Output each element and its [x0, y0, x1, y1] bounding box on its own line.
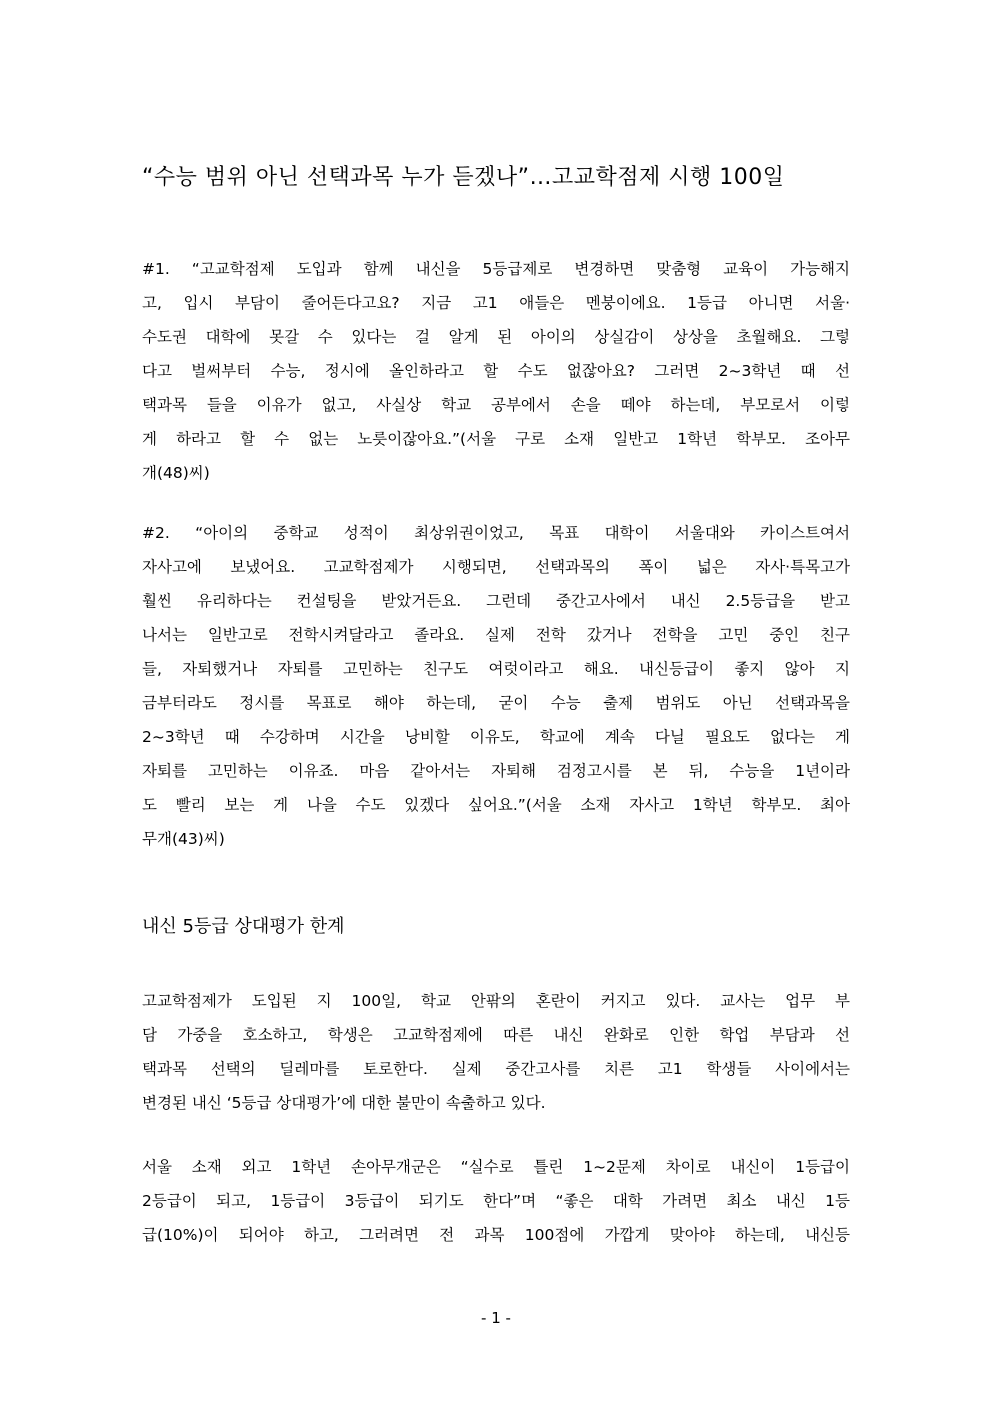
paragraph-case-2 — [142, 516, 850, 856]
text-line: 자퇴를 고민하는 이유죠. 마음 같아서는 자퇴해 검정고시를 본 뒤, 수능을 1년이라 — [142, 762, 850, 780]
paragraph-section-intro — [142, 984, 850, 1120]
text-line: 무개(43)씨) — [142, 830, 225, 848]
text-line: 변경된 내신 ‘5등급 상대평가’에 대한 불만이 속출하고 있다. — [142, 1094, 546, 1112]
text-line: 다고 벌써부터 수능, 정시에 올인하라고 할 수도 없잖아요? 그러면 2~3학년 때 선 — [142, 362, 850, 380]
text-line: 훨씬 유리하다는 컨설팅을 받았거든요. 그런데 중간고사에서 내신 2.5등급을 받고 — [142, 592, 850, 610]
text-line: 급(10%)이 되어야 하고, 그러려면 전 과목 100점에 가깝게 맞아야 하는데, 내신등 — [142, 1226, 850, 1244]
text-line: 고, 입시 부담이 줄어든다고요? 지금 고1 애들은 멘붕이에요. 1등급 아니면 서울· — [142, 294, 850, 312]
text-line: #1. “고교학점제 도입과 함께 내신을 5등급제로 변경하면 맞춤형 교육이 가능해지 — [142, 260, 850, 278]
text-line: 2~3학년 때 수강하며 시간을 낭비할 이유도, 학교에 계속 다닐 필요도 없다는 게 — [142, 728, 850, 746]
text-line: 수도권 대학에 못갈 수 있다는 걸 알게 된 아이의 상실감이 상상을 초월해요. 그렇 — [142, 328, 850, 346]
text-line: 고교학점제가 도입된 지 100일, 학교 안팎의 혼란이 커지고 있다. 교사는 업무 부 — [142, 992, 850, 1010]
text-line: 금부터라도 정시를 목표로 해야 하는데, 굳이 수능 출제 범위도 아닌 선택과목을 — [142, 694, 850, 712]
text-line: 택과목 들을 이유가 없고, 사실상 학교 공부에서 손을 떼야 하는데, 부모로서 이렇 — [142, 396, 850, 414]
text-line: #2. “아이의 중학교 성적이 최상위권이었고, 목표 대학이 서울대와 카이스트여서 — [142, 524, 850, 542]
text-line: 들, 자퇴했거나 자퇴를 고민하는 친구도 여럿이라고 해요. 내신등급이 좋지 않아 지 — [142, 660, 850, 678]
article-title: “수능 범위 아닌 선택과목 누가 듣겠나”…고교학점제 시행 100일 — [142, 165, 785, 190]
text-line: 나서는 일반고로 전학시켜달라고 졸라요. 실제 전학 갔거나 전학을 고민 중인 친구 — [142, 626, 850, 644]
section-heading: 내신 5등급 상대평가 한계 — [142, 916, 345, 937]
paragraph-student-quote — [142, 1150, 850, 1252]
text-line: 개(48)씨) — [142, 464, 210, 482]
text-line: 서울 소재 외고 1학년 손아무개군은 “실수로 틀린 1~2문제 차이로 내신이 1등급이 — [142, 1158, 850, 1176]
text-line: 자사고에 보냈어요. 고교학점제가 시행되면, 선택과목의 폭이 넓은 자사·특목고가 — [142, 558, 850, 576]
text-line: 도 빨리 보는 게 나을 수도 있겠다 싶어요.”(서울 소재 자사고 1학년 학부모. 최아 — [142, 796, 850, 814]
text-line: 2등급이 되고, 1등급이 3등급이 되기도 한다”며 “좋은 대학 가려면 최소 내신 1등 — [142, 1192, 850, 1210]
text-line: 택과목 선택의 딜레마를 토로한다. 실제 중간고사를 치른 고1 학생들 사이에서는 — [142, 1060, 850, 1078]
paragraph-case-1 — [142, 252, 850, 490]
text-line: 담 가중을 호소하고, 학생은 고교학점제에 따른 내신 완화로 인한 학업 부담과 선 — [142, 1026, 850, 1044]
text-line: 게 하라고 할 수 없는 노릇이잖아요.”(서울 구로 소재 일반고 1학년 학부모. 조아무 — [142, 430, 850, 448]
page-number: - 1 - — [481, 1309, 511, 1327]
